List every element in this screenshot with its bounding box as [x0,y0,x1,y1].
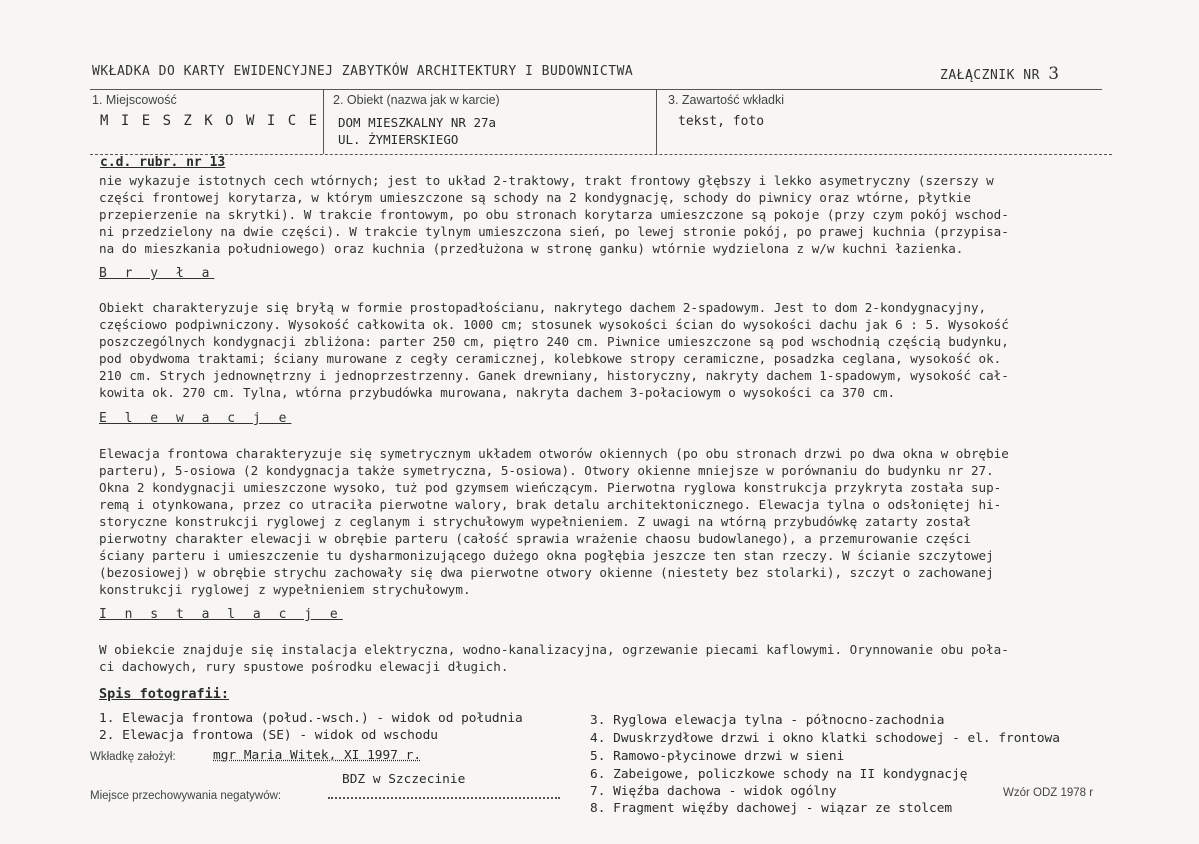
elewacje-line: storyczne konstrukcji ryglowej z ceglanym i strychułowym wypełnieniem. Z uwagi na wtórną przybudówkę zatarty został [99,514,971,529]
bryla-line: 210 cm. Strych jednownętrzny i jednoprzestrzenny. Ganek drewniany, historyczny, nakryty dachem 1-spadowym, wysokość cał- [99,368,1009,383]
continuation-line: nie wykazuje istotnych cech wtórnych; jest to układ 2-traktowy, trakt frontowy głębszy i lekko asymetryczny (szerszy w [99,173,994,188]
continuation-line: na do mieszkania południowego) oraz kuchnia (przedłużona w stronę ganku) wtórnie wydzielona z w/w kuchni łazienka. [99,241,964,256]
field-3-label: 3. Zawartość wkładki [668,93,785,107]
author-value-text: mgr Maria Witek, XI 1997 r. [213,748,422,763]
photos-title: Spis fotografii: [99,686,230,702]
instalacje-line: ci dachowych, rury spustowe pośrodku elewacji długich. [99,659,509,674]
elewacje-line: parteru), 5-osiowa (2 kondygnacja także symetryczna, 5-osiowa). Otwory okienne mniejsze w porównaniu do budynku nr 27. [99,463,994,478]
field-2-label: 2. Obiekt (nazwa jak w karcie) [333,93,500,107]
bryla-line: częściowo podpiwniczony. Wysokość całkowita ok. 1000 cm; stosunek wysokości ścian do wysokości dachu jak 6 : 5. Wysokość [99,317,1009,332]
section-title-instalacje: I n s t a l a c j e [99,607,343,622]
photo-item: 3. Ryglowa elewacja tylna - północno-zachodnia [590,713,945,728]
author-value [213,748,421,763]
continuation-line: przepierzenie na skrytki). W trakcie frontowym, po obu stronach korytarza umieszczone są pokoje (przy czym pokój wschod- [99,207,1009,222]
field-1-value: M I E S Z K O W I C E [100,113,320,129]
field-2-value-line1: DOM MIESZKALNY NR 27a [338,115,497,130]
form-code: Wzór ODZ 1978 r [1003,787,1094,799]
continuation-line: części frontowej korytarza, w którym umieszczone są schody na 2 kondygnację, schody do piwnicy oraz wtórne, płytkie [99,190,971,205]
elewacje-line: Okna 2 kondygnacji umieszczone wysoko, tuż pod gzymsem wieńczącym. Pierwotna ryglowa konstrukcja przykryta została sup- [99,480,1002,495]
field-3-value: tekst, foto [678,114,765,129]
bryla-line: poszczególnych kondygnacji zbliżona: parter 250 cm, piętro 240 cm. Piwnice umieszczone są pod wschodnią częścią budynku, [99,334,1009,349]
photo-item: 4. Dwuskrzydłowe drzwi i okno klatki schodowej - el. frontowa [590,731,1060,746]
continuation-line: ni przedzielony na dwie części). W trakcie tylnym umieszczona sień, po lewej stronie pokój, po prawej kuchnia (przypisa- [99,224,1009,239]
document-title: WKŁADKA DO KARTY EWIDENCYJNEJ ZABYTKÓW ARCHITEKTURY I BUDOWNICTWA [92,64,634,79]
continuation-label: c.d. rubr. nr 13 [100,155,226,170]
elewacje-line: remą i otynkowana, przez co utraciła pierwotne walory, brak detalu architektonicznego. Elewacja tylna o odsłoniętej hi- [99,497,1002,512]
storage-dotted-line [328,797,560,799]
elewacje-line: ściany parteru i umieszczenie tu dysharmonizującego dużego okna pogłębia jeszcze ten stan rzeczy. W ścianie szczytowej [99,548,994,563]
storage-label: Miejsce przechowywania negatywów: [90,790,282,802]
elewacje-line: Elewacja frontowa charakteryzuje się symetrycznym układem otworów okiennych (po obu stronach drzwi po dwa okna w obrębie [99,446,1009,461]
bryla-line: kowita ok. 270 cm. Tylna, wtórna przybudówka murowana, nakryta dachem 3-połaciowym o wysokości ca 370 cm. [99,385,896,400]
photo-item: 8. Fragment więźby dachowej - wiązar ze stolcem [590,801,953,816]
bryla-line: pod obydwoma traktami; ściany murowane z cegły ceramicznej, kolebkowe stropy ceramiczne, posadzka ceglana, wysokość ok. [99,351,1002,366]
field-1-label: 1. Miejscowość [92,93,177,107]
elewacje-line: pierwotny charakter elewacji w obrębie parteru (całość sprawia wrażenie chaosu budowlanego), a przemurowanie części [99,531,971,546]
field-2-value-line2: UL. ŻYMIERSKIEGO [338,132,459,147]
fields-rule-bottom [90,154,1112,155]
bryla-line: Obiekt charakteryzuje się bryłą w formie prostopadłościanu, nakrytego dachem 2-spadowym. Jest to dom 2-kondygnacyjny, [99,300,987,315]
author-label: Wkładkę założył: [90,751,176,763]
field-divider-1 [323,90,324,154]
photo-item: 2. Elewacja frontowa (SE) - widok od wschodu [99,728,438,743]
elewacje-line: (bezosiowej) w obrębie strychu zachowały się dwa pierwotne otwory okienne (niestety bez stolarki), szczyt o zachowanej [99,565,994,580]
attachment-text: ZAŁĄCZNIK NR [940,68,1040,83]
elewacje-line: konstrukcji ryglowej z wypełnieniem strychułowym. [99,582,471,597]
attachment-label [940,64,1060,84]
photo-item: 1. Elewacja frontowa (połud.-wsch.) - widok od południa [99,711,523,726]
section-title-elewacje: E l e w a c j e [99,411,292,426]
instalacje-line: W obiekcie znajduje się instalacja elektryczna, wodno-kanalizacyjna, ogrzewanie piecami kaflowymi. Orynnowanie obu poła- [99,642,1009,657]
photo-item: 5. Ramowo-płycinowe drzwi w sieni [590,749,845,764]
storage-value: BDZ w Szczecinie [342,772,466,787]
attachment-number: 3 [1048,64,1060,84]
section-title-bryla: B r y ł a [99,266,215,281]
field-divider-2 [656,90,657,154]
photo-item: 7. Więźba dachowa - widok ogólny [590,784,837,799]
header-rule-top [90,89,1102,90]
photo-item: 6. Zabeigowe, policzkowe schody na II kondygnację [590,767,968,782]
